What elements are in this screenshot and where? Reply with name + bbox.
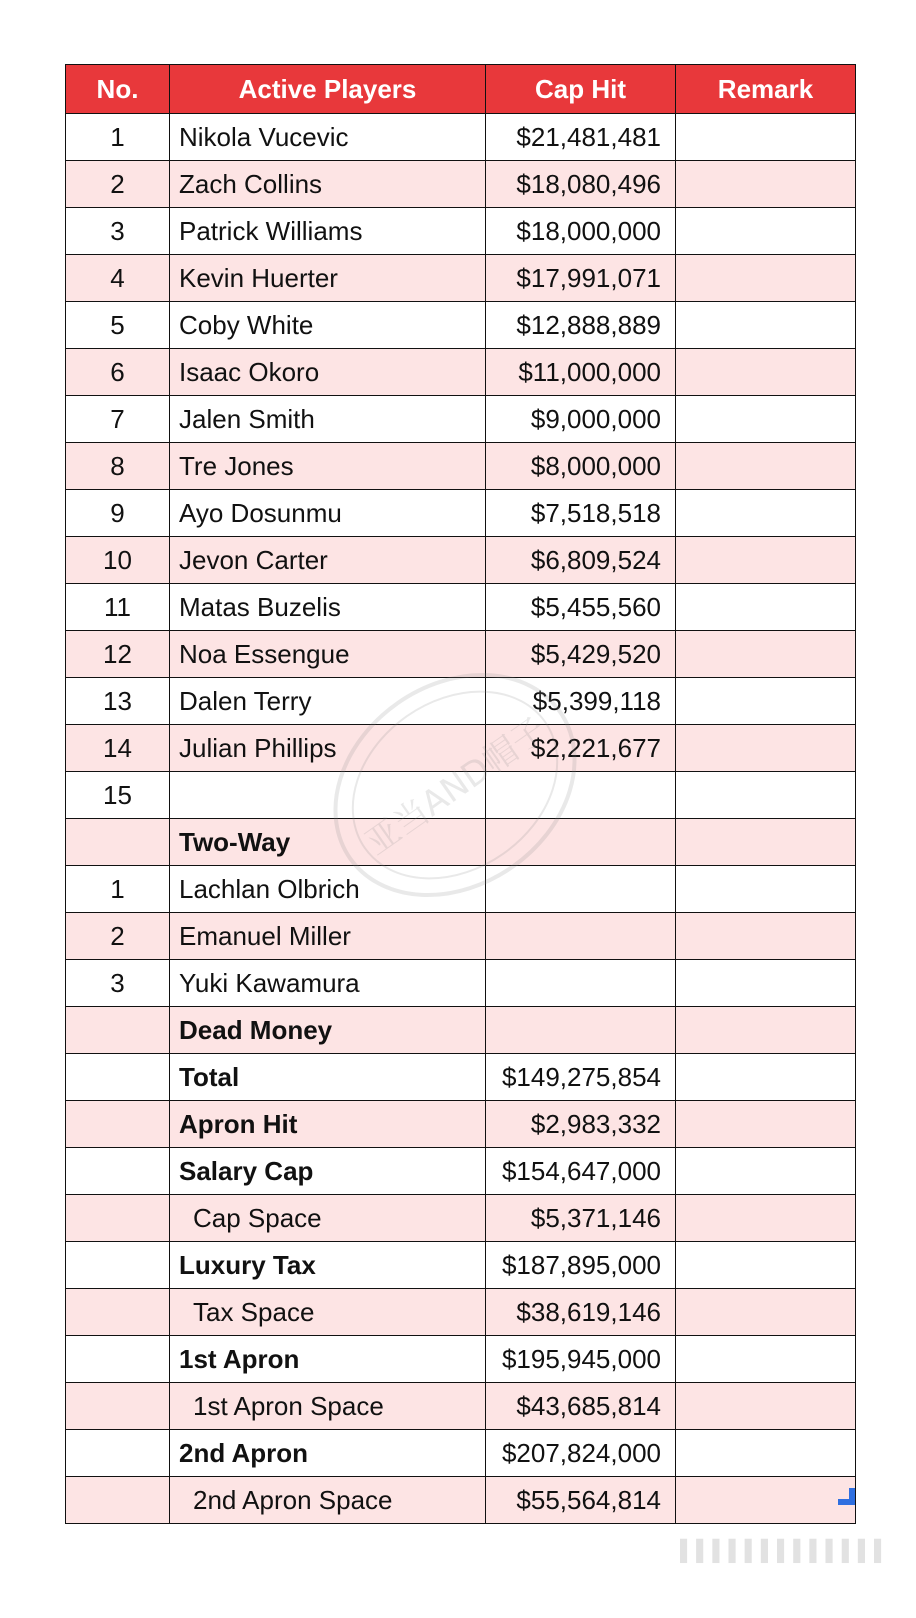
cell-no[interactable]: 4 [66, 255, 170, 302]
cell-no[interactable]: 13 [66, 678, 170, 725]
cell-player-name[interactable]: Tre Jones [170, 443, 486, 490]
cell-remark[interactable] [676, 960, 856, 1007]
table-row [66, 537, 856, 584]
footer-decoration: ▌▌▌▌▌▌▌▌▌▌▌▌▌ [680, 1540, 891, 1562]
cell-cap-hit[interactable] [486, 1007, 676, 1054]
cell-player-name[interactable]: Matas Buzelis [170, 584, 486, 631]
cell-no[interactable]: 6 [66, 349, 170, 396]
cell-no[interactable]: 7 [66, 396, 170, 443]
table-row [66, 913, 856, 960]
cell-player-name[interactable]: Jalen Smith [170, 396, 486, 443]
cell-player-name[interactable]: Salary Cap [170, 1148, 486, 1195]
cell-no[interactable]: 15 [66, 772, 170, 819]
cell-cap-hit[interactable]: $195,945,000 [486, 1336, 676, 1383]
cell-no[interactable]: 11 [66, 584, 170, 631]
cell-remark[interactable] [676, 1430, 856, 1477]
table-header [66, 65, 856, 114]
cell-no[interactable] [66, 1430, 170, 1477]
cell-remark[interactable] [676, 1195, 856, 1242]
cell-no[interactable] [66, 1477, 170, 1524]
cell-remark[interactable] [676, 678, 856, 725]
cell-no[interactable] [66, 1242, 170, 1289]
table-row [66, 1336, 856, 1383]
cell-no[interactable] [66, 1054, 170, 1101]
cell-no[interactable] [66, 1383, 170, 1430]
table-row [66, 866, 856, 913]
cell-remark[interactable] [676, 396, 856, 443]
table-row [66, 396, 856, 443]
cell-player-name[interactable] [170, 772, 486, 819]
cell-cap-hit[interactable] [486, 866, 676, 913]
table-row [66, 584, 856, 631]
cell-cap-hit[interactable]: $187,895,000 [486, 1242, 676, 1289]
cell-player-name[interactable]: Emanuel Miller [170, 913, 486, 960]
cap-sheet-table [65, 64, 856, 1524]
cell-cap-hit[interactable]: $5,371,146 [486, 1195, 676, 1242]
table-row [66, 114, 856, 161]
cell-no[interactable]: 9 [66, 490, 170, 537]
cell-cap-hit[interactable] [486, 913, 676, 960]
table-row [66, 1289, 856, 1336]
cell-remark[interactable] [676, 161, 856, 208]
cell-cap-hit[interactable]: $43,685,814 [486, 1383, 676, 1430]
table-row [66, 1195, 856, 1242]
cell-player-name[interactable]: Patrick Williams [170, 208, 486, 255]
cell-remark[interactable] [676, 584, 856, 631]
cell-cap-hit[interactable] [486, 960, 676, 1007]
cell-remark[interactable] [676, 1054, 856, 1101]
cell-cap-hit[interactable]: $9,000,000 [486, 396, 676, 443]
cell-cap-hit[interactable] [486, 819, 676, 866]
cell-cap-hit[interactable]: $55,564,814 [486, 1477, 676, 1524]
cell-remark[interactable] [676, 866, 856, 913]
cell-no[interactable]: 5 [66, 302, 170, 349]
cell-player-name[interactable]: Two-Way [170, 819, 486, 866]
table-row [66, 1101, 856, 1148]
cell-cap-hit[interactable]: $5,429,520 [486, 631, 676, 678]
table-row [66, 772, 856, 819]
cell-remark[interactable] [676, 725, 856, 772]
table-row [66, 443, 856, 490]
cell-player-name[interactable]: Kevin Huerter [170, 255, 486, 302]
cell-no[interactable]: 8 [66, 443, 170, 490]
cell-remark[interactable] [676, 349, 856, 396]
cell-player-name[interactable]: Tax Space [170, 1289, 486, 1336]
cell-no[interactable] [66, 819, 170, 866]
table-row [66, 960, 856, 1007]
cell-cap-hit[interactable]: $207,824,000 [486, 1430, 676, 1477]
cell-player-name[interactable]: 2nd Apron [170, 1430, 486, 1477]
cell-remark[interactable] [676, 1242, 856, 1289]
cell-no[interactable] [66, 1101, 170, 1148]
table-row [66, 631, 856, 678]
table-row [66, 1430, 856, 1477]
cell-remark[interactable] [676, 255, 856, 302]
table-row [66, 1054, 856, 1101]
cell-player-name[interactable]: 1st Apron [170, 1336, 486, 1383]
cell-cap-hit[interactable]: $149,275,854 [486, 1054, 676, 1101]
cell-remark[interactable] [676, 537, 856, 584]
cell-cap-hit[interactable]: $5,455,560 [486, 584, 676, 631]
cell-no[interactable]: 12 [66, 631, 170, 678]
cell-remark[interactable] [676, 631, 856, 678]
cell-cap-hit[interactable]: $17,991,071 [486, 255, 676, 302]
cell-cap-hit[interactable]: $21,481,481 [486, 114, 676, 161]
header-no[interactable]: No. [66, 65, 170, 114]
cell-remark[interactable] [676, 490, 856, 537]
table-row [66, 302, 856, 349]
table-row [66, 819, 856, 866]
cell-no[interactable]: 1 [66, 866, 170, 913]
cell-player-name[interactable]: Nikola Vucevic [170, 114, 486, 161]
cell-player-name[interactable]: Zach Collins [170, 161, 486, 208]
cell-player-name[interactable]: Ayo Dosunmu [170, 490, 486, 537]
cell-remark[interactable] [676, 1477, 856, 1524]
cell-no[interactable] [66, 1289, 170, 1336]
cell-remark[interactable] [676, 208, 856, 255]
cell-player-name[interactable]: 1st Apron Space [170, 1383, 486, 1430]
header-active-players[interactable]: Active Players [170, 65, 486, 114]
cell-no[interactable]: 2 [66, 913, 170, 960]
cell-no[interactable]: 3 [66, 960, 170, 1007]
cell-no[interactable] [66, 1336, 170, 1383]
cell-player-name[interactable]: Julian Phillips [170, 725, 486, 772]
cell-cap-hit[interactable]: $38,619,146 [486, 1289, 676, 1336]
cell-remark[interactable] [676, 913, 856, 960]
table-row [66, 725, 856, 772]
cell-player-name[interactable]: Yuki Kawamura [170, 960, 486, 1007]
cell-no[interactable]: 10 [66, 537, 170, 584]
table-row [66, 678, 856, 725]
cell-remark[interactable] [676, 302, 856, 349]
cell-remark[interactable] [676, 1007, 856, 1054]
cell-player-name[interactable]: Dead Money [170, 1007, 486, 1054]
cell-player-name[interactable]: Lachlan Olbrich [170, 866, 486, 913]
cell-no[interactable] [66, 1007, 170, 1054]
cell-player-name[interactable]: Jevon Carter [170, 537, 486, 584]
cell-remark[interactable] [676, 819, 856, 866]
cell-cap-hit[interactable]: $8,000,000 [486, 443, 676, 490]
cell-cap-hit[interactable]: $12,888,889 [486, 302, 676, 349]
cell-no[interactable]: 1 [66, 114, 170, 161]
cell-player-name[interactable]: Luxury Tax [170, 1242, 486, 1289]
cell-cap-hit[interactable]: $11,000,000 [486, 349, 676, 396]
cell-remark[interactable] [676, 772, 856, 819]
cell-cap-hit[interactable]: $5,399,118 [486, 678, 676, 725]
header-remark[interactable]: Remark [676, 65, 856, 114]
cell-player-name[interactable]: Total [170, 1054, 486, 1101]
table-row [66, 161, 856, 208]
cell-player-name[interactable]: Noa Essengue [170, 631, 486, 678]
cell-player-name[interactable]: Isaac Okoro [170, 349, 486, 396]
cell-cap-hit[interactable]: $6,809,524 [486, 537, 676, 584]
cell-no[interactable]: 2 [66, 161, 170, 208]
cell-no[interactable]: 3 [66, 208, 170, 255]
table-row [66, 255, 856, 302]
cell-remark[interactable] [676, 114, 856, 161]
cell-remark[interactable] [676, 443, 856, 490]
cell-cap-hit[interactable]: $18,000,000 [486, 208, 676, 255]
cell-cap-hit[interactable]: $18,080,496 [486, 161, 676, 208]
table-row [66, 490, 856, 537]
table-row [66, 1383, 856, 1430]
cell-player-name[interactable]: Apron Hit [170, 1101, 486, 1148]
table-row [66, 1148, 856, 1195]
cell-no[interactable] [66, 1195, 170, 1242]
cell-player-name[interactable]: Coby White [170, 302, 486, 349]
table-body [66, 114, 856, 1524]
table-row [66, 208, 856, 255]
table-row [66, 1007, 856, 1054]
table-row [66, 349, 856, 396]
cell-no[interactable]: 14 [66, 725, 170, 772]
cell-cap-hit[interactable]: $2,983,332 [486, 1101, 676, 1148]
cell-no[interactable] [66, 1148, 170, 1195]
cell-player-name[interactable]: Dalen Terry [170, 678, 486, 725]
header-cap-hit[interactable]: Cap Hit [486, 65, 676, 114]
table-row [66, 1242, 856, 1289]
cell-remark[interactable] [676, 1101, 856, 1148]
cell-player-name[interactable]: Cap Space [170, 1195, 486, 1242]
cell-cap-hit[interactable]: $2,221,677 [486, 725, 676, 772]
cell-remark[interactable] [676, 1289, 856, 1336]
cell-remark[interactable] [676, 1148, 856, 1195]
cell-player-name[interactable]: 2nd Apron Space [170, 1477, 486, 1524]
header-row [66, 65, 856, 114]
cell-remark[interactable] [676, 1336, 856, 1383]
cell-cap-hit[interactable] [486, 772, 676, 819]
cell-remark[interactable] [676, 1383, 856, 1430]
cell-cap-hit[interactable]: $154,647,000 [486, 1148, 676, 1195]
cell-cap-hit[interactable]: $7,518,518 [486, 490, 676, 537]
table-row [66, 1477, 856, 1524]
